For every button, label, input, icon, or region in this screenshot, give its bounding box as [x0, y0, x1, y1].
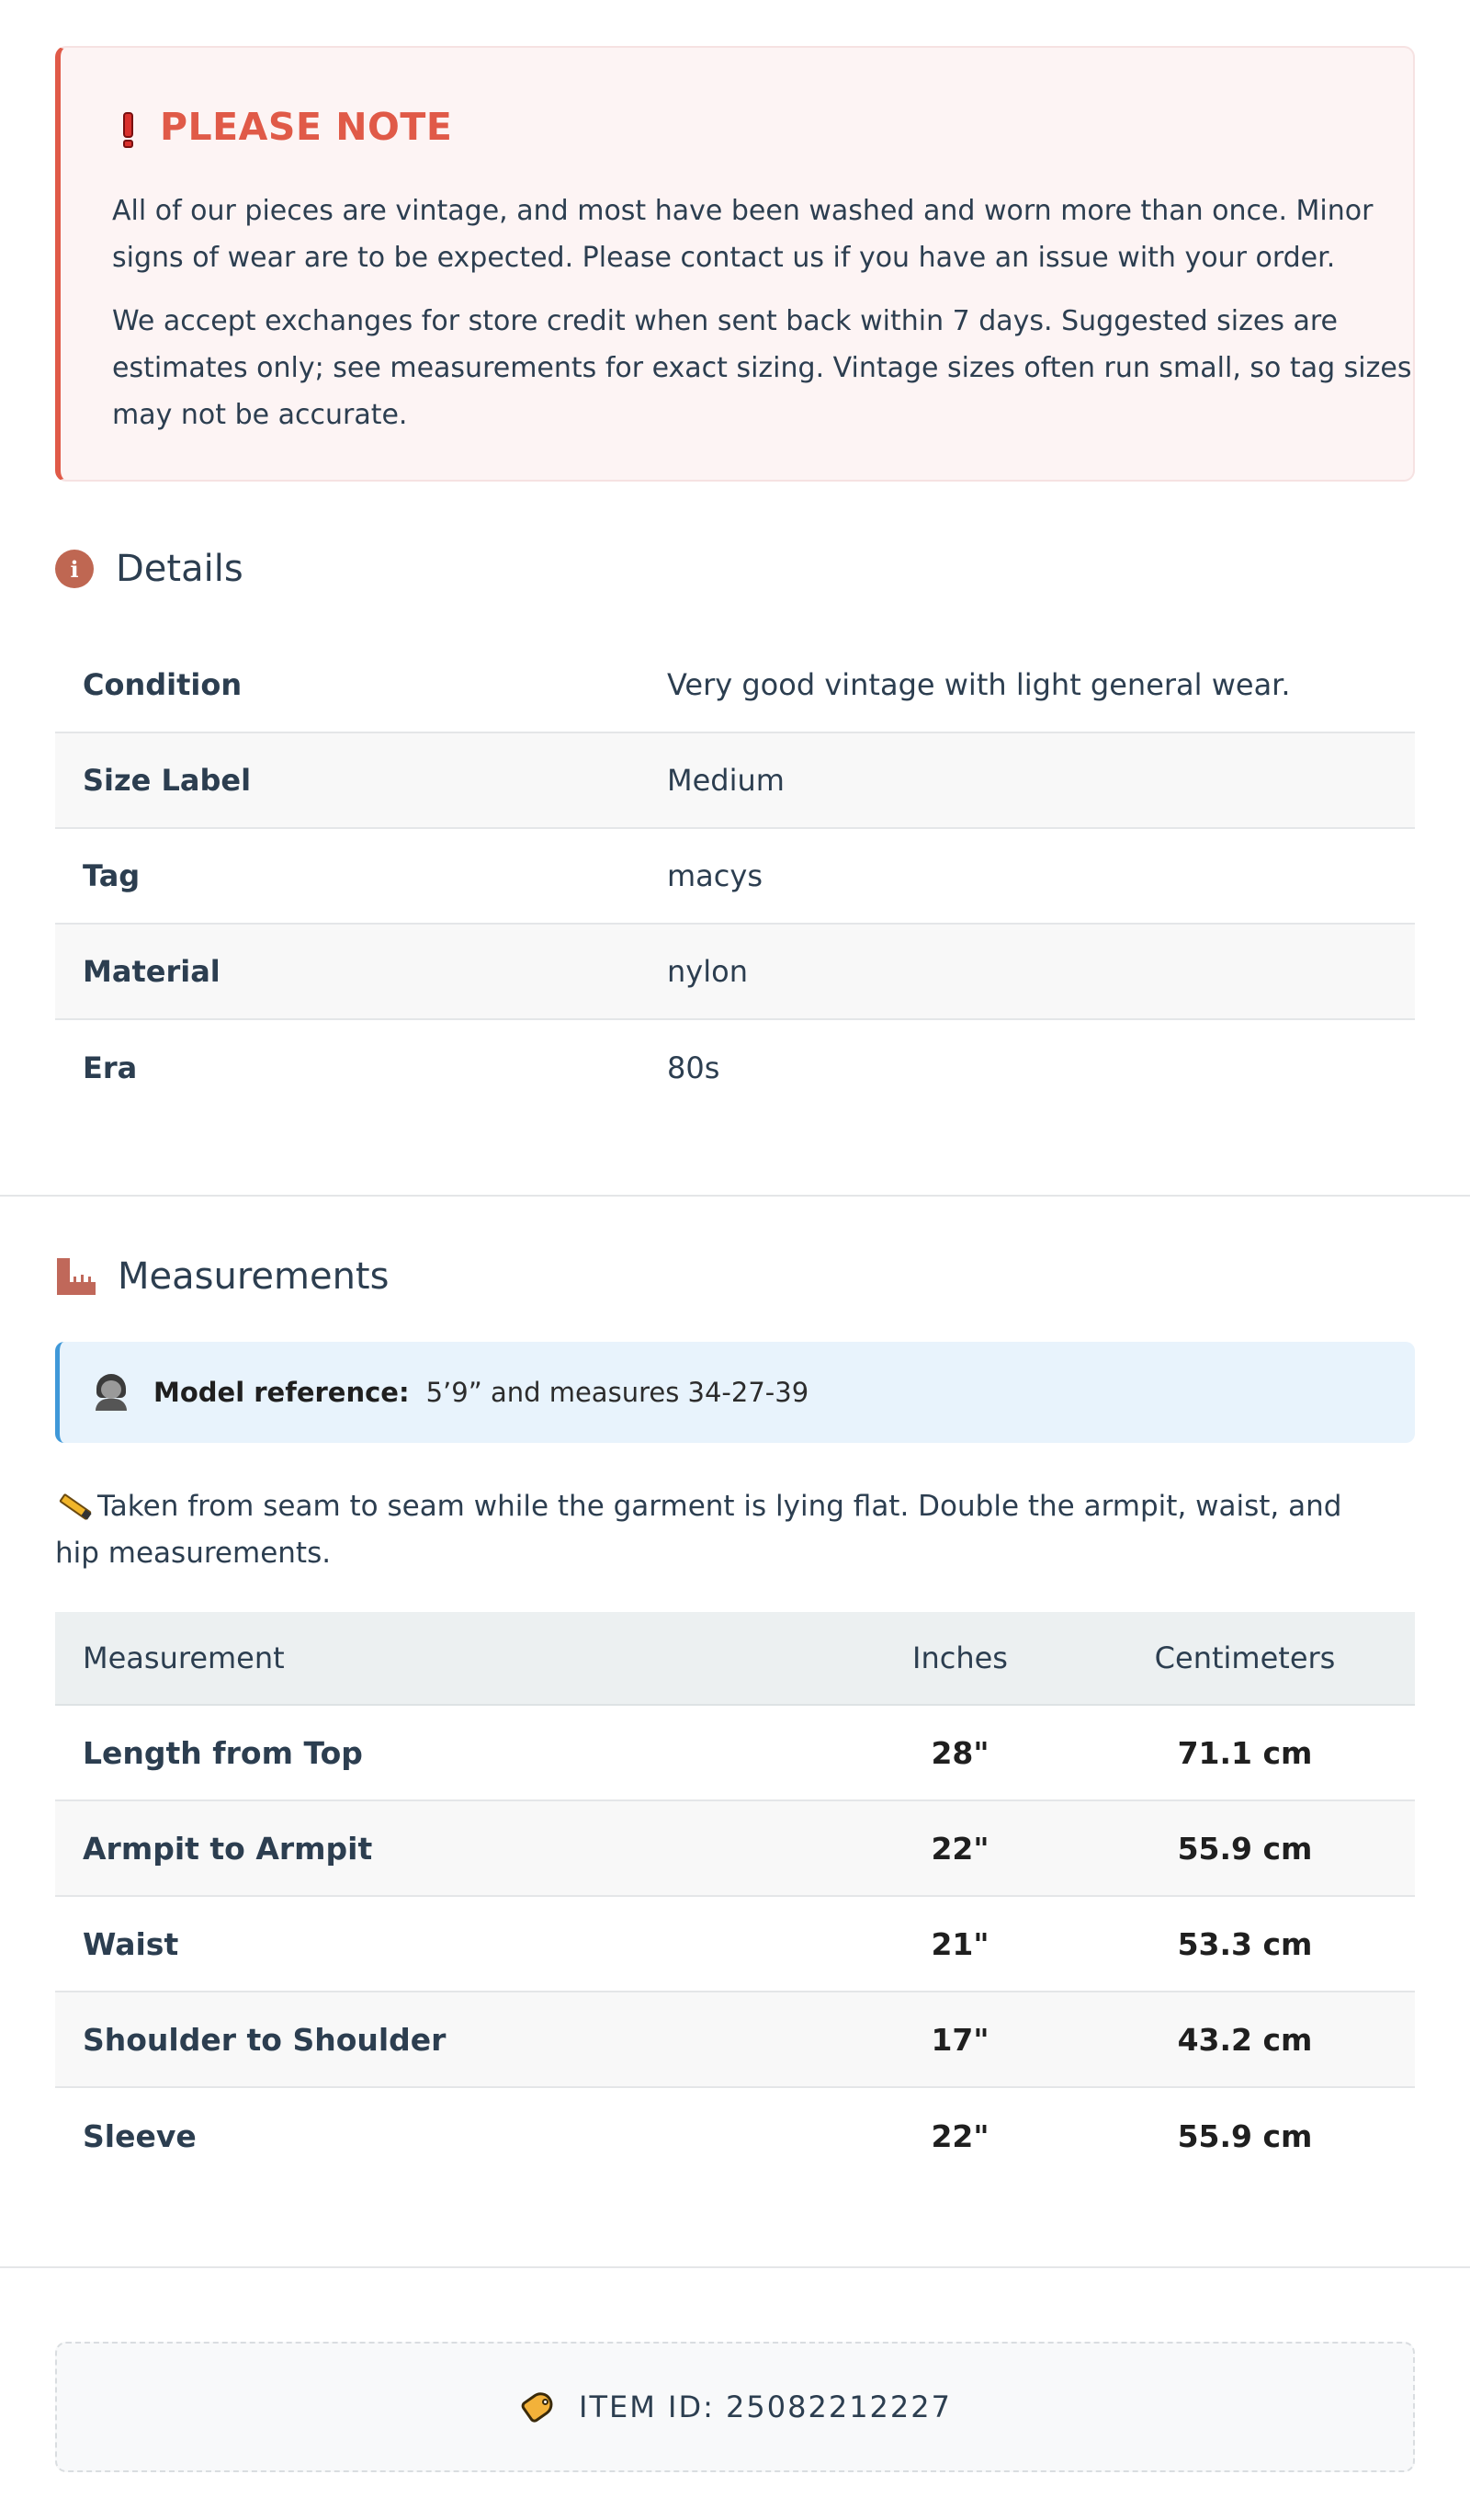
- table-header: [55, 1612, 1415, 1706]
- column-header-inches: Inches: [912, 1640, 1008, 1675]
- item-id-text: ITEM ID: 25082212227: [579, 2389, 952, 2424]
- column-header-measurement: Measurement: [83, 1640, 285, 1675]
- model-reference-label: Model reference:: [153, 1377, 410, 1408]
- tag-icon: [518, 2389, 559, 2425]
- details-value: nylon: [667, 954, 748, 989]
- measurements-header: [55, 1255, 389, 1298]
- measurement-inches: 17": [931, 2021, 989, 2058]
- measurement-name: Sleeve: [83, 2117, 197, 2154]
- measurement-inches: 22": [931, 2117, 989, 2154]
- details-row-tag: [55, 829, 1415, 925]
- person-icon: [93, 1374, 130, 1411]
- measurement-name: Waist: [83, 1925, 179, 1962]
- details-title: Details: [116, 548, 243, 590]
- table-row: [55, 1897, 1415, 1992]
- table-row: [55, 1706, 1415, 1801]
- details-label: Tag: [83, 858, 141, 893]
- measurement-cm: 71.1 cm: [1177, 1734, 1313, 1771]
- measurement-cm: 55.9 cm: [1177, 2117, 1313, 2154]
- model-reference-box: [55, 1342, 1415, 1443]
- item-id-box: [55, 2342, 1415, 2472]
- details-value: Medium: [667, 763, 785, 798]
- section-divider: [0, 2266, 1470, 2268]
- please-note-box: [55, 46, 1415, 482]
- details-row-condition: [55, 638, 1415, 733]
- details-label: Material: [83, 954, 220, 989]
- details-label: Condition: [83, 667, 243, 702]
- measurement-inches: 21": [931, 1925, 989, 1962]
- measurements-title: Measurements: [118, 1255, 390, 1298]
- table-row: [55, 1992, 1415, 2088]
- details-row-material: [55, 925, 1415, 1020]
- details-value: Very good vintage with light general wear.: [667, 667, 1291, 702]
- measurement-cm: 55.9 cm: [1177, 1830, 1313, 1867]
- details-value: macys: [667, 858, 763, 893]
- info-icon: i: [55, 550, 94, 588]
- measurement-cm: 43.2 cm: [1177, 2021, 1313, 2058]
- exclamation-icon: [110, 105, 143, 149]
- ruler-icon: [55, 1256, 96, 1297]
- details-row-size-label: [55, 733, 1415, 829]
- pencil-icon: [55, 1491, 92, 1518]
- section-divider: [0, 1195, 1470, 1197]
- model-reference-value: 5’9” and measures 34-27-39: [425, 1377, 809, 1408]
- measurement-inches: 22": [931, 1830, 989, 1867]
- measurement-instructions: [55, 1483, 1378, 1577]
- note-paragraph-2: We accept exchanges for store credit when sent back within 7 days. Suggested sizes are estimates only; see measurements for exact sizing. Vintage sizes often run small, so tag sizes may not be accurate.: [112, 305, 1412, 431]
- measurement-note-text: Taken from seam to seam while the garment is lying flat. Double the armpit, waist, and hip measurements.: [55, 1490, 1342, 1570]
- note-title: PLEASE NOTE: [160, 105, 453, 149]
- measurement-name: Armpit to Armpit: [83, 1830, 373, 1867]
- table-row: [55, 1801, 1415, 1897]
- note-header: [110, 105, 452, 149]
- details-table: [55, 638, 1415, 1116]
- details-label: Era: [83, 1050, 138, 1085]
- measurement-inches: 28": [931, 1734, 989, 1771]
- details-value: 80s: [667, 1050, 720, 1085]
- measurements-table: [55, 1612, 1415, 2184]
- note-paragraph-1: All of our pieces are vintage, and most have been washed and worn more than once. Minor signs of wear are to be expected. Please contact us if you have an issue with your order.: [112, 195, 1374, 274]
- table-row: [55, 2088, 1415, 2184]
- column-header-centimeters: Centimeters: [1154, 1640, 1336, 1675]
- measurement-cm: 53.3 cm: [1177, 1925, 1313, 1962]
- measurement-name: Length from Top: [83, 1734, 363, 1771]
- measurement-name: Shoulder to Shoulder: [83, 2021, 447, 2058]
- details-row-era: [55, 1020, 1415, 1116]
- details-label: Size Label: [83, 763, 252, 798]
- details-header: [55, 548, 243, 590]
